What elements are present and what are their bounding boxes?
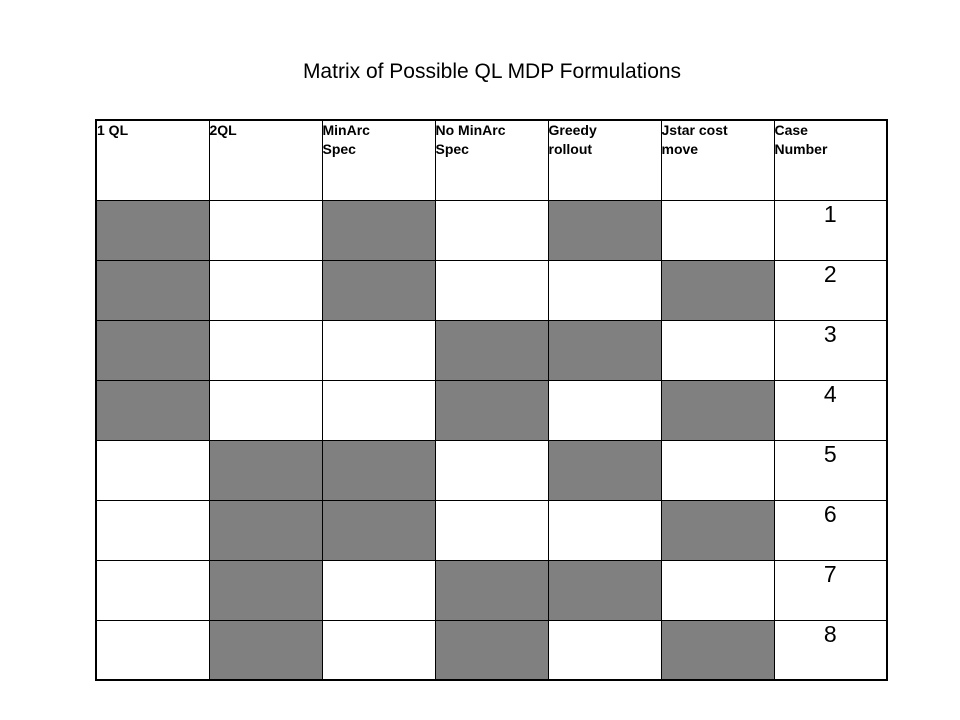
case-number-cell: 8 bbox=[774, 620, 887, 680]
filled-cell bbox=[209, 560, 322, 620]
empty-cell bbox=[435, 500, 548, 560]
header-1ql: 1 QL bbox=[96, 120, 209, 200]
empty-cell bbox=[661, 200, 774, 260]
empty-cell bbox=[96, 440, 209, 500]
matrix-body bbox=[96, 200, 887, 680]
empty-cell bbox=[548, 380, 661, 440]
case-number-cell: 1 bbox=[774, 200, 887, 260]
empty-cell bbox=[96, 560, 209, 620]
filled-cell bbox=[435, 620, 548, 680]
header-case-number: Case Number bbox=[774, 120, 887, 200]
empty-cell bbox=[209, 260, 322, 320]
filled-cell bbox=[209, 500, 322, 560]
header-no-minarc-spec: No MinArc Spec bbox=[435, 120, 548, 200]
empty-cell bbox=[435, 200, 548, 260]
filled-cell bbox=[435, 320, 548, 380]
header-greedy-rollout: Greedy rollout bbox=[548, 120, 661, 200]
filled-cell bbox=[96, 380, 209, 440]
filled-cell bbox=[96, 320, 209, 380]
filled-cell bbox=[661, 260, 774, 320]
filled-cell bbox=[661, 380, 774, 440]
case-number-cell: 3 bbox=[774, 320, 887, 380]
filled-cell bbox=[322, 260, 435, 320]
filled-cell bbox=[209, 620, 322, 680]
empty-cell bbox=[322, 380, 435, 440]
case-number-cell: 7 bbox=[774, 560, 887, 620]
empty-cell bbox=[548, 500, 661, 560]
filled-cell bbox=[548, 440, 661, 500]
header-row bbox=[96, 120, 887, 200]
table-row bbox=[96, 260, 887, 320]
filled-cell bbox=[322, 500, 435, 560]
empty-cell bbox=[322, 620, 435, 680]
empty-cell bbox=[209, 320, 322, 380]
empty-cell bbox=[661, 440, 774, 500]
empty-cell bbox=[322, 560, 435, 620]
table-row bbox=[96, 200, 887, 260]
filled-cell bbox=[548, 560, 661, 620]
header-2ql: 2QL bbox=[209, 120, 322, 200]
case-number-cell: 5 bbox=[774, 440, 887, 500]
case-number-cell: 6 bbox=[774, 500, 887, 560]
filled-cell bbox=[322, 440, 435, 500]
filled-cell bbox=[548, 320, 661, 380]
empty-cell bbox=[548, 260, 661, 320]
filled-cell bbox=[661, 620, 774, 680]
empty-cell bbox=[435, 440, 548, 500]
table-row bbox=[96, 320, 887, 380]
empty-cell bbox=[209, 200, 322, 260]
case-number-cell: 4 bbox=[774, 380, 887, 440]
table-row bbox=[96, 560, 887, 620]
case-number-cell: 2 bbox=[774, 260, 887, 320]
filled-cell bbox=[435, 380, 548, 440]
empty-cell bbox=[322, 320, 435, 380]
table-row bbox=[96, 620, 887, 680]
empty-cell bbox=[661, 560, 774, 620]
filled-cell bbox=[435, 560, 548, 620]
formulation-matrix bbox=[95, 119, 888, 681]
empty-cell bbox=[96, 500, 209, 560]
empty-cell bbox=[96, 620, 209, 680]
page-title: Matrix of Possible QL MDP Formulations bbox=[302, 60, 682, 83]
filled-cell bbox=[548, 200, 661, 260]
filled-cell bbox=[322, 200, 435, 260]
header-jstar-cost-move: Jstar cost move bbox=[661, 120, 774, 200]
header-minarc-spec: MinArc Spec bbox=[322, 120, 435, 200]
empty-cell bbox=[435, 260, 548, 320]
table-row bbox=[96, 440, 887, 500]
empty-cell bbox=[548, 620, 661, 680]
empty-cell bbox=[209, 380, 322, 440]
table-row bbox=[96, 500, 887, 560]
empty-cell bbox=[661, 320, 774, 380]
filled-cell bbox=[209, 440, 322, 500]
table-row bbox=[96, 380, 887, 440]
filled-cell bbox=[661, 500, 774, 560]
filled-cell bbox=[96, 260, 209, 320]
filled-cell bbox=[96, 200, 209, 260]
